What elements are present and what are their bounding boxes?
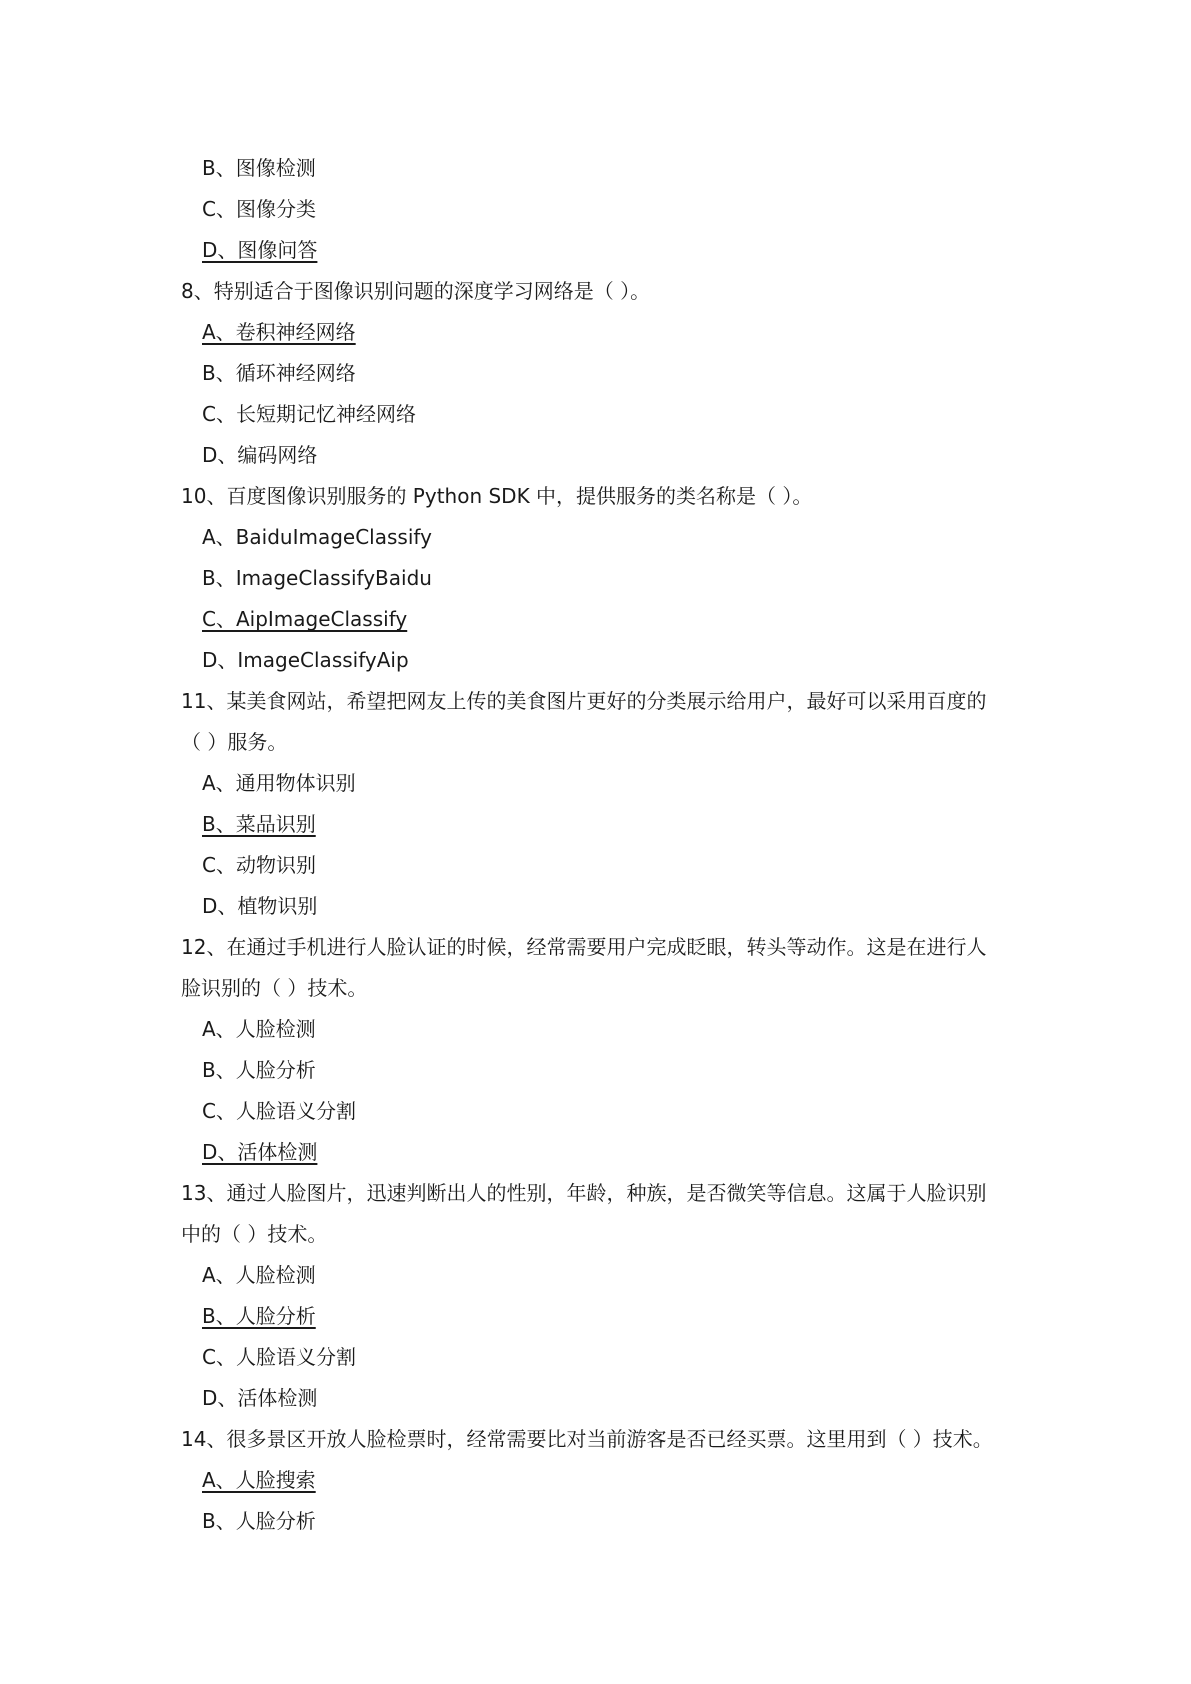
option-label: C、动物识别 [202, 853, 316, 877]
option [181, 353, 1021, 394]
option [181, 640, 1021, 681]
option-label: A、人脸检测 [202, 1263, 316, 1287]
option [181, 189, 1021, 230]
option-label: D、活体检测 [202, 1140, 318, 1164]
question-text [181, 968, 1021, 1009]
option [181, 1255, 1021, 1296]
answer-option [181, 1132, 1021, 1173]
option-label: C、人脸语义分割 [202, 1099, 356, 1123]
option-label: B、人脸分析 [202, 1058, 316, 1082]
answer-option [181, 599, 1021, 640]
option-label: A、卷积神经网络 [202, 320, 356, 344]
option-label: A、人脸搜索 [202, 1468, 316, 1492]
option-label: D、图像问答 [202, 238, 318, 262]
option [181, 1501, 1021, 1542]
option [181, 394, 1021, 435]
option-label: C、长短期记忆神经网络 [202, 402, 416, 426]
option [181, 1009, 1021, 1050]
question-text [181, 722, 1021, 763]
question-line: 14、很多景区开放人脸检票时，经常需要比对当前游客是否已经买票。这里用到（ ）技术。 [181, 1427, 993, 1451]
option-label: C、AipImageClassify [202, 607, 408, 631]
question-line: 中的（ ）技术。 [181, 1222, 328, 1246]
answer-option [181, 1460, 1021, 1501]
answer-option [181, 1296, 1021, 1337]
option-label: B、循环神经网络 [202, 361, 356, 385]
option [181, 1050, 1021, 1091]
option-label: D、ImageClassifyAip [202, 648, 409, 672]
option [181, 886, 1021, 927]
question-line: 11、某美食网站，希望把网友上传的美食图片更好的分类展示给用户，最好可以采用百度的 [181, 689, 987, 713]
option-label: D、活体检测 [202, 1386, 318, 1410]
option-label: A、通用物体识别 [202, 771, 356, 795]
question-line: （ ）服务。 [181, 730, 288, 754]
option [181, 763, 1021, 804]
option-label: A、BaiduImageClassify [202, 525, 432, 549]
answer-option [181, 804, 1021, 845]
option [181, 148, 1021, 189]
question-text [181, 271, 1021, 312]
option-label: B、菜品识别 [202, 812, 316, 836]
question-text [181, 681, 1021, 722]
option [181, 1091, 1021, 1132]
question-text [181, 1173, 1021, 1214]
option [181, 845, 1021, 886]
option-label: D、植物识别 [202, 894, 318, 918]
answer-option [181, 312, 1021, 353]
option-label: B、ImageClassifyBaidu [202, 566, 432, 590]
question-text [181, 1214, 1021, 1255]
option [181, 517, 1021, 558]
option [181, 435, 1021, 476]
option-label: A、人脸检测 [202, 1017, 316, 1041]
option [181, 1337, 1021, 1378]
question-line: 8、特别适合于图像识别问题的深度学习网络是（ ）。 [181, 279, 651, 303]
question-text [181, 1419, 1021, 1460]
option [181, 1378, 1021, 1419]
option [181, 558, 1021, 599]
question-list [181, 148, 1021, 1542]
question-text [181, 476, 1021, 517]
option-label: B、人脸分析 [202, 1509, 316, 1533]
question-line: 12、在通过手机进行人脸认证的时候，经常需要用户完成眨眼，转头等动作。这是在进行人 [181, 935, 987, 959]
option-label: C、图像分类 [202, 197, 316, 221]
question-line: 10、百度图像识别服务的 Python SDK 中，提供服务的类名称是（ ）。 [181, 484, 813, 508]
question-line: 13、通过人脸图片，迅速判断出人的性别，年龄，种族，是否微笑等信息。这属于人脸识别 [181, 1181, 987, 1205]
option-label: D、编码网络 [202, 443, 318, 467]
answer-option [181, 230, 1021, 271]
question-line: 脸识别的（ ）技术。 [181, 976, 368, 1000]
option-label: B、人脸分析 [202, 1304, 316, 1328]
option-label: B、图像检测 [202, 156, 316, 180]
question-text [181, 927, 1021, 968]
option-label: C、人脸语义分割 [202, 1345, 356, 1369]
